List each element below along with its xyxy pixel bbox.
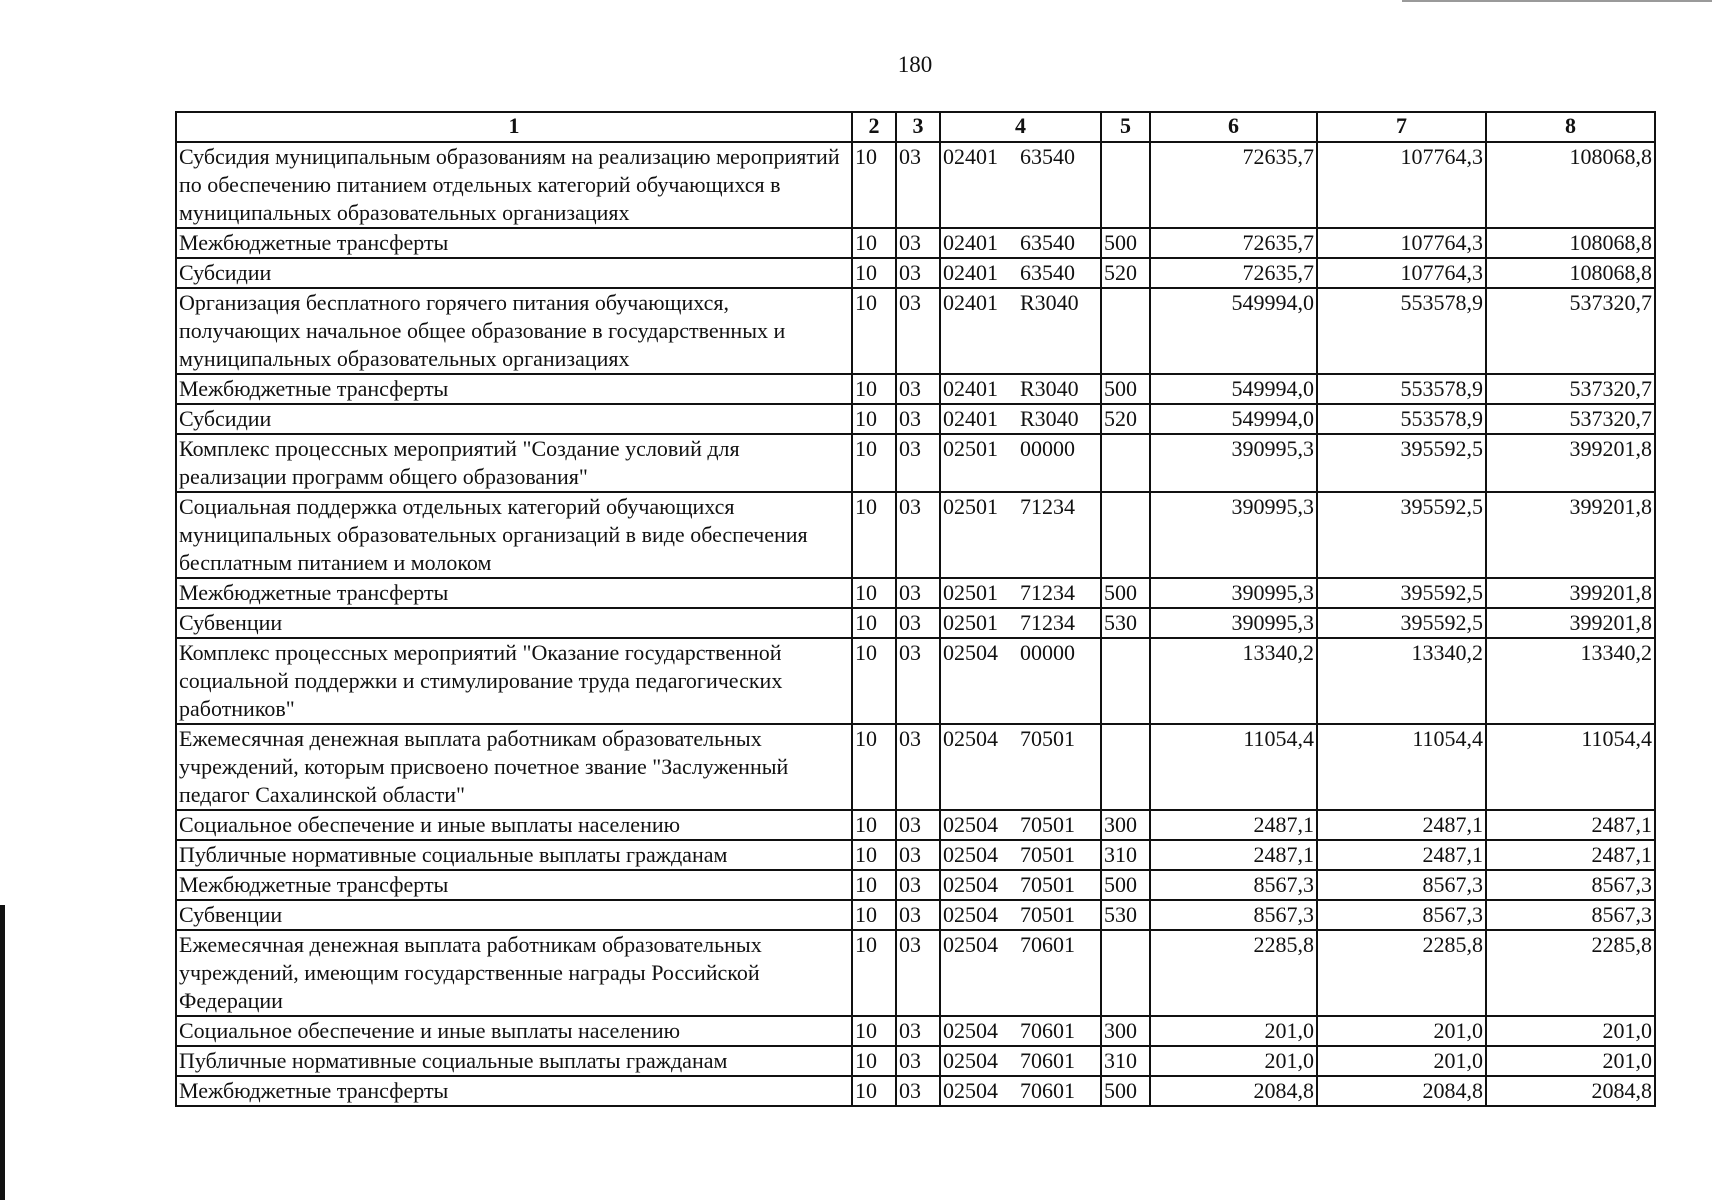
- row-expense-type: 530: [1101, 608, 1150, 638]
- row-section: 10: [852, 840, 896, 870]
- row-target-program: 02504: [943, 1048, 998, 1073]
- row-target-program: 02504: [943, 640, 998, 665]
- column-header: 6: [1150, 112, 1317, 142]
- row-target-direction: 00000: [1020, 640, 1075, 665]
- row-amount-year-1: 72635,7: [1150, 228, 1317, 258]
- row-name: Социальная поддержка отдельных категорий обучающихся муниципальных образовательных организаций в виде обеспечения бесплатным питанием и молоком: [176, 492, 852, 578]
- row-expense-type: [1101, 492, 1150, 578]
- row-amount-year-3: 399201,8: [1486, 434, 1655, 492]
- row-section: 10: [852, 930, 896, 1016]
- row-expense-type: [1101, 930, 1150, 1016]
- row-name: Субсидии: [176, 258, 852, 288]
- table-row: [176, 258, 1655, 288]
- row-name: Субсидия муниципальным образованиям на реализацию мероприятий по обеспечению питанием отдельных категорий обучающихся в муниципальных образовательных организациях: [176, 142, 852, 228]
- row-target-direction: 71234: [1020, 610, 1075, 635]
- row-target-direction: 71234: [1020, 494, 1075, 519]
- column-header: 8: [1486, 112, 1655, 142]
- row-amount-year-2: 201,0: [1317, 1016, 1486, 1046]
- row-name: Субсидии: [176, 404, 852, 434]
- row-target-direction: 70501: [1020, 872, 1075, 897]
- column-header: 4: [940, 112, 1101, 142]
- table-row: [176, 228, 1655, 258]
- column-header: 7: [1317, 112, 1486, 142]
- table-row: [176, 288, 1655, 374]
- row-target-program: 02504: [943, 902, 998, 927]
- table-row: [176, 404, 1655, 434]
- row-target-direction: 70501: [1020, 812, 1075, 837]
- row-expense-type: [1101, 638, 1150, 724]
- row-subsection: 03: [896, 374, 940, 404]
- row-target-direction: 70501: [1020, 726, 1075, 751]
- row-amount-year-1: 390995,3: [1150, 434, 1317, 492]
- table-row: [176, 578, 1655, 608]
- row-target-direction: 63540: [1020, 144, 1075, 169]
- row-amount-year-3: 11054,4: [1486, 724, 1655, 810]
- row-amount-year-3: 108068,8: [1486, 258, 1655, 288]
- page-number: 180: [897, 52, 933, 77]
- table-row: [176, 374, 1655, 404]
- row-name: Публичные нормативные социальные выплаты гражданам: [176, 840, 852, 870]
- row-amount-year-2: 2487,1: [1317, 810, 1486, 840]
- row-subsection: 03: [896, 228, 940, 258]
- row-target-article: [940, 258, 1101, 288]
- row-amount-year-2: 107764,3: [1317, 258, 1486, 288]
- row-subsection: 03: [896, 870, 940, 900]
- table-row: [176, 1016, 1655, 1046]
- row-target-program: 02401: [943, 230, 998, 255]
- row-amount-year-2: 553578,9: [1317, 404, 1486, 434]
- row-subsection: 03: [896, 142, 940, 228]
- table-body: [176, 142, 1655, 1106]
- row-target-program: 02401: [943, 260, 998, 285]
- row-subsection: 03: [896, 288, 940, 374]
- row-target-direction: 70601: [1020, 1018, 1075, 1043]
- row-expense-type: 310: [1101, 1046, 1150, 1076]
- row-target-article: [940, 810, 1101, 840]
- row-section: 10: [852, 492, 896, 578]
- row-amount-year-2: 395592,5: [1317, 434, 1486, 492]
- row-name: Социальное обеспечение и иные выплаты населению: [176, 810, 852, 840]
- row-name: Ежемесячная денежная выплата работникам образовательных учреждений, которым присвоено почетное звание "Заслуженный педагог Сахалинской области": [176, 724, 852, 810]
- row-name: Публичные нормативные социальные выплаты гражданам: [176, 1046, 852, 1076]
- row-amount-year-3: 8567,3: [1486, 900, 1655, 930]
- row-target-direction: 70601: [1020, 1078, 1075, 1103]
- row-target-article: [940, 638, 1101, 724]
- table-row: [176, 810, 1655, 840]
- row-amount-year-3: 201,0: [1486, 1016, 1655, 1046]
- row-name: Организация бесплатного горячего питания обучающихся, получающих начальное общее образование в государственных и муниципальных образовательных организациях: [176, 288, 852, 374]
- table-row: [176, 1076, 1655, 1106]
- row-target-direction: 71234: [1020, 580, 1075, 605]
- row-amount-year-1: 390995,3: [1150, 492, 1317, 578]
- row-amount-year-1: 2084,8: [1150, 1076, 1317, 1106]
- row-amount-year-2: 11054,4: [1317, 724, 1486, 810]
- row-section: 10: [852, 404, 896, 434]
- row-name: Субвенции: [176, 900, 852, 930]
- row-target-program: 02501: [943, 436, 998, 461]
- row-amount-year-1: 390995,3: [1150, 578, 1317, 608]
- row-target-program: 02504: [943, 872, 998, 897]
- row-amount-year-3: 537320,7: [1486, 288, 1655, 374]
- column-header: 3: [896, 112, 940, 142]
- row-amount-year-3: 399201,8: [1486, 608, 1655, 638]
- row-target-direction: R3040: [1020, 290, 1079, 315]
- row-amount-year-2: 553578,9: [1317, 288, 1486, 374]
- row-section: 10: [852, 258, 896, 288]
- row-amount-year-2: 201,0: [1317, 1046, 1486, 1076]
- row-target-program: 02401: [943, 376, 998, 401]
- row-target-direction: 00000: [1020, 436, 1075, 461]
- row-amount-year-1: 549994,0: [1150, 374, 1317, 404]
- row-amount-year-3: 537320,7: [1486, 374, 1655, 404]
- row-target-article: [940, 374, 1101, 404]
- row-subsection: 03: [896, 258, 940, 288]
- row-target-article: [940, 228, 1101, 258]
- row-expense-type: 520: [1101, 404, 1150, 434]
- row-amount-year-3: 2487,1: [1486, 840, 1655, 870]
- row-name: Субвенции: [176, 608, 852, 638]
- row-section: 10: [852, 810, 896, 840]
- row-target-direction: R3040: [1020, 376, 1079, 401]
- row-target-article: [940, 142, 1101, 228]
- row-amount-year-1: 72635,7: [1150, 258, 1317, 288]
- row-amount-year-1: 549994,0: [1150, 404, 1317, 434]
- row-target-program: 02504: [943, 932, 998, 957]
- row-subsection: 03: [896, 724, 940, 810]
- row-section: 10: [852, 870, 896, 900]
- row-expense-type: 500: [1101, 578, 1150, 608]
- row-name: Комплекс процессных мероприятий "Оказание государственной социальной поддержки и стимулирование труда педагогических работников": [176, 638, 852, 724]
- table-row: [176, 724, 1655, 810]
- table-header-row: [176, 112, 1655, 142]
- row-target-article: [940, 840, 1101, 870]
- row-subsection: 03: [896, 434, 940, 492]
- row-subsection: 03: [896, 492, 940, 578]
- row-name: Социальное обеспечение и иные выплаты населению: [176, 1016, 852, 1046]
- row-amount-year-1: 549994,0: [1150, 288, 1317, 374]
- column-header: 2: [852, 112, 896, 142]
- row-target-article: [940, 1016, 1101, 1046]
- row-expense-type: 500: [1101, 374, 1150, 404]
- row-section: 10: [852, 578, 896, 608]
- row-amount-year-1: 72635,7: [1150, 142, 1317, 228]
- row-target-direction: 63540: [1020, 260, 1075, 285]
- row-target-article: [940, 434, 1101, 492]
- row-expense-type: [1101, 434, 1150, 492]
- row-section: 10: [852, 1016, 896, 1046]
- row-name: Комплекс процессных мероприятий "Создание условий для реализации программ общего образования": [176, 434, 852, 492]
- row-amount-year-2: 2084,8: [1317, 1076, 1486, 1106]
- row-amount-year-1: 201,0: [1150, 1016, 1317, 1046]
- row-amount-year-2: 553578,9: [1317, 374, 1486, 404]
- row-amount-year-2: 8567,3: [1317, 870, 1486, 900]
- row-name: Межбюджетные трансферты: [176, 870, 852, 900]
- row-amount-year-3: 108068,8: [1486, 142, 1655, 228]
- row-expense-type: 520: [1101, 258, 1150, 288]
- row-target-article: [940, 608, 1101, 638]
- row-subsection: 03: [896, 608, 940, 638]
- table-row: [176, 638, 1655, 724]
- row-target-article: [940, 492, 1101, 578]
- row-target-program: 02504: [943, 842, 998, 867]
- row-amount-year-3: 537320,7: [1486, 404, 1655, 434]
- table-row: [176, 930, 1655, 1016]
- table-row: [176, 608, 1655, 638]
- row-target-direction: 63540: [1020, 230, 1075, 255]
- row-name: Межбюджетные трансферты: [176, 1076, 852, 1106]
- row-section: 10: [852, 638, 896, 724]
- table-row: [176, 1046, 1655, 1076]
- row-section: 10: [852, 608, 896, 638]
- row-amount-year-3: 2084,8: [1486, 1076, 1655, 1106]
- row-amount-year-3: 399201,8: [1486, 578, 1655, 608]
- row-amount-year-1: 13340,2: [1150, 638, 1317, 724]
- row-target-program: 02401: [943, 144, 998, 169]
- row-subsection: 03: [896, 1076, 940, 1106]
- row-target-article: [940, 578, 1101, 608]
- row-target-direction: R3040: [1020, 406, 1079, 431]
- row-amount-year-1: 2487,1: [1150, 840, 1317, 870]
- row-target-direction: 70501: [1020, 902, 1075, 927]
- row-amount-year-2: 13340,2: [1317, 638, 1486, 724]
- row-expense-type: [1101, 724, 1150, 810]
- row-target-direction: 70501: [1020, 842, 1075, 867]
- row-target-program: 02501: [943, 580, 998, 605]
- row-amount-year-3: 399201,8: [1486, 492, 1655, 578]
- row-name: Ежемесячная денежная выплата работникам образовательных учреждений, имеющим государственные награды Российской Федерации: [176, 930, 852, 1016]
- scan-edge-line: [1402, 0, 1712, 2]
- row-amount-year-2: 107764,3: [1317, 142, 1486, 228]
- row-target-program: 02401: [943, 406, 998, 431]
- row-target-program: 02501: [943, 494, 998, 519]
- row-expense-type: 300: [1101, 810, 1150, 840]
- row-target-direction: 70601: [1020, 932, 1075, 957]
- row-amount-year-2: 107764,3: [1317, 228, 1486, 258]
- scan-edge-bar: [0, 905, 5, 1200]
- row-expense-type: 530: [1101, 900, 1150, 930]
- row-target-article: [940, 404, 1101, 434]
- row-amount-year-3: 2487,1: [1486, 810, 1655, 840]
- row-target-article: [940, 1076, 1101, 1106]
- column-header: 1: [176, 112, 852, 142]
- table-row: [176, 492, 1655, 578]
- table-row: [176, 142, 1655, 228]
- row-amount-year-1: 201,0: [1150, 1046, 1317, 1076]
- table-row: [176, 840, 1655, 870]
- row-expense-type: [1101, 288, 1150, 374]
- row-subsection: 03: [896, 638, 940, 724]
- row-subsection: 03: [896, 1046, 940, 1076]
- row-amount-year-1: 2285,8: [1150, 930, 1317, 1016]
- table-row: [176, 900, 1655, 930]
- row-amount-year-2: 395592,5: [1317, 608, 1486, 638]
- row-amount-year-3: 108068,8: [1486, 228, 1655, 258]
- row-expense-type: 500: [1101, 1076, 1150, 1106]
- column-header: 5: [1101, 112, 1150, 142]
- row-section: 10: [852, 288, 896, 374]
- row-section: 10: [852, 434, 896, 492]
- row-target-program: 02504: [943, 1018, 998, 1043]
- row-amount-year-1: 390995,3: [1150, 608, 1317, 638]
- row-name: Межбюджетные трансферты: [176, 374, 852, 404]
- row-amount-year-2: 8567,3: [1317, 900, 1486, 930]
- row-target-article: [940, 724, 1101, 810]
- row-section: 10: [852, 1046, 896, 1076]
- row-amount-year-2: 395592,5: [1317, 492, 1486, 578]
- row-expense-type: 500: [1101, 870, 1150, 900]
- row-expense-type: 310: [1101, 840, 1150, 870]
- row-amount-year-3: 201,0: [1486, 1046, 1655, 1076]
- row-section: 10: [852, 724, 896, 810]
- row-amount-year-1: 8567,3: [1150, 870, 1317, 900]
- row-subsection: 03: [896, 900, 940, 930]
- row-target-program: 02504: [943, 812, 998, 837]
- row-subsection: 03: [896, 840, 940, 870]
- row-amount-year-3: 13340,2: [1486, 638, 1655, 724]
- row-target-article: [940, 288, 1101, 374]
- row-subsection: 03: [896, 578, 940, 608]
- row-name: Межбюджетные трансферты: [176, 228, 852, 258]
- row-target-article: [940, 930, 1101, 1016]
- row-subsection: 03: [896, 810, 940, 840]
- row-amount-year-2: 2285,8: [1317, 930, 1486, 1016]
- row-amount-year-3: 2285,8: [1486, 930, 1655, 1016]
- table-row: [176, 870, 1655, 900]
- row-section: 10: [852, 374, 896, 404]
- row-amount-year-1: 2487,1: [1150, 810, 1317, 840]
- row-target-direction: 70601: [1020, 1048, 1075, 1073]
- row-target-program: 02501: [943, 610, 998, 635]
- row-target-article: [940, 870, 1101, 900]
- row-expense-type: [1101, 142, 1150, 228]
- row-subsection: 03: [896, 930, 940, 1016]
- row-amount-year-2: 395592,5: [1317, 578, 1486, 608]
- row-name: Межбюджетные трансферты: [176, 578, 852, 608]
- row-expense-type: 500: [1101, 228, 1150, 258]
- row-section: 10: [852, 228, 896, 258]
- row-section: 10: [852, 1076, 896, 1106]
- row-amount-year-2: 2487,1: [1317, 840, 1486, 870]
- row-target-program: 02504: [943, 726, 998, 751]
- row-amount-year-1: 11054,4: [1150, 724, 1317, 810]
- row-amount-year-3: 8567,3: [1486, 870, 1655, 900]
- row-target-program: 02504: [943, 1078, 998, 1103]
- row-target-program: 02401: [943, 290, 998, 315]
- row-amount-year-1: 8567,3: [1150, 900, 1317, 930]
- row-target-article: [940, 1046, 1101, 1076]
- table-row: [176, 434, 1655, 492]
- row-section: 10: [852, 900, 896, 930]
- budget-table: [175, 111, 1656, 1107]
- row-expense-type: 300: [1101, 1016, 1150, 1046]
- row-section: 10: [852, 142, 896, 228]
- row-subsection: 03: [896, 404, 940, 434]
- row-target-article: [940, 900, 1101, 930]
- row-subsection: 03: [896, 1016, 940, 1046]
